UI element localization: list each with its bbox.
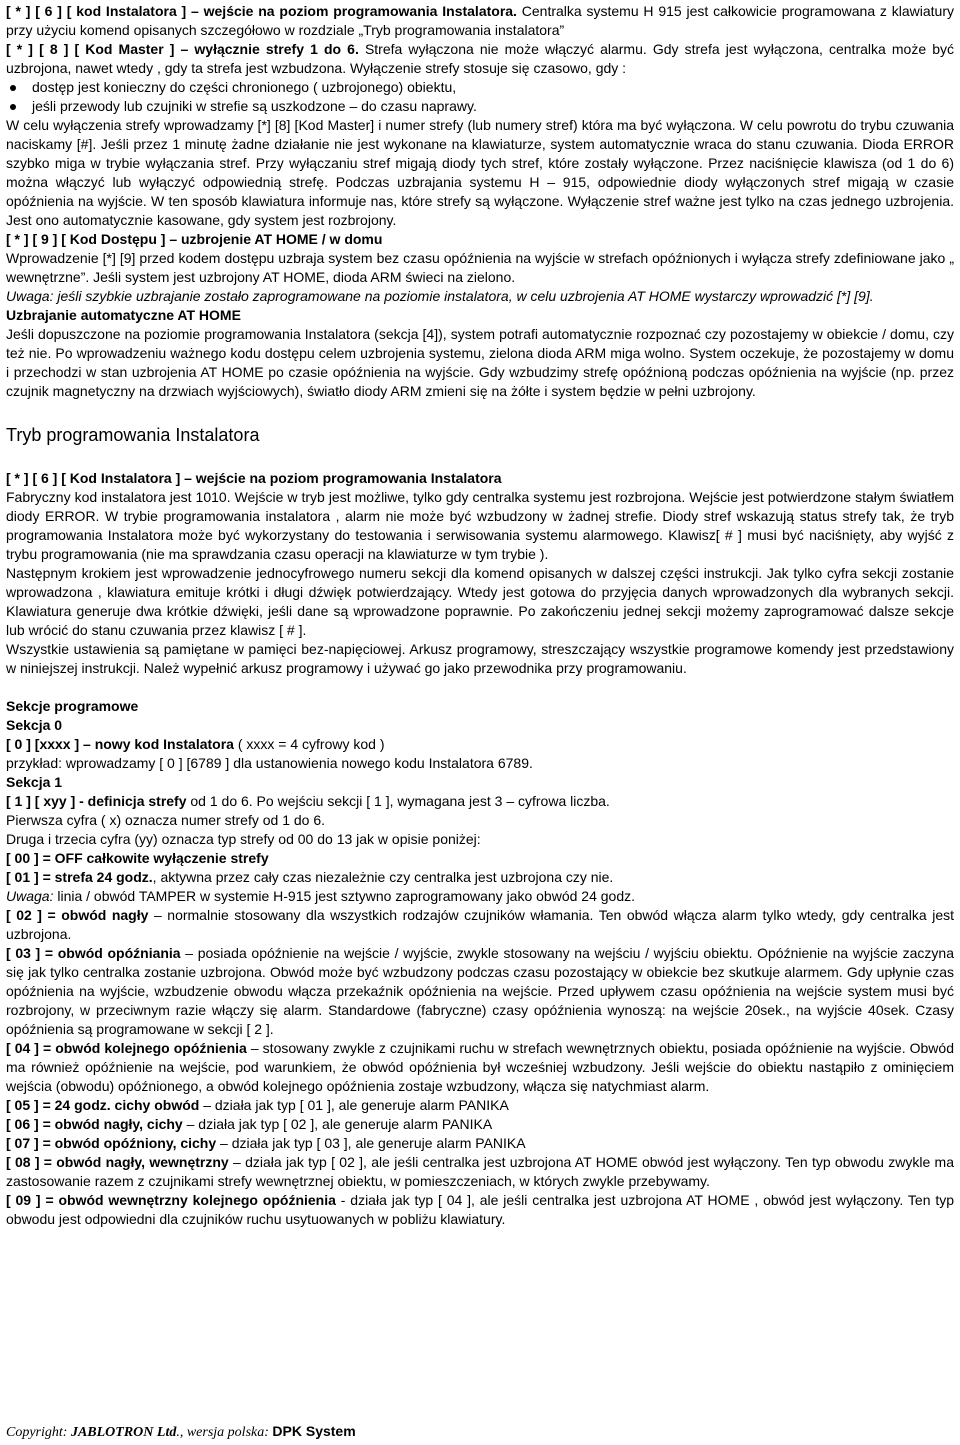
zone-type-desc: – działa jak typ [ 02 ], ale jeśli centralka jest uzbrojona AT HOME obwód jest wyłączony. Ten typ obwodu zwykle ma zastosowanie razem z czujnikami strefy wewnętrznej obiektu, w pomieszczeniach, w których zwykle przebywamy.: [6, 1154, 954, 1189]
company-name: JABLOTRON Ltd: [70, 1425, 177, 1440]
list-item: dostęp jest konieczny do części chronionego ( uzbrojonego) obiektu,: [6, 78, 954, 97]
footer-text: ., wersja polska:: [176, 1425, 273, 1440]
section-1-line-3: Druga i trzecia cyfra (yy) oznacza typ strefy od 00 do 13 jak w opisie poniżej:: [6, 831, 481, 847]
paragraph-installer-2: Następnym krokiem jest wprowadzenie jednocyfrowego numeru sekcji dla komend opisanych w dalszej części instrukcji. Jak tylko cyfra sekcji zostanie wprowadzona , klawiatura emituje krótki i długi dźwięk potwierdzający. Wtedy jest gotowa do przyjęcia danych wprowadzonych dla wybranych sekcji. Klawiatura generuje dwa krótkie dźwięki, jeśli dane są wprowadzone poprawnie. Po zakończeniu jednej sekcji możemy zaprogramować dalsze sekcje lub wrócić do stanu czuwania przez klawisz [ # ].: [6, 565, 954, 638]
zone-type-desc: – stosowany zwykle z czujnikami ruchu w strefach wewnętrznych obiektu, posiada opóźnienie na wyjście. Obwód ma również opóźnienie na wejście, pod warunkiem, że obwód opóźnienia był wcześniej wzbudzony. Jeśli wejście do obiektu nastąpiło z ominięciem wejścia (obwodu) opóźnionego, a obwód kolejnego opóźnienia zostaje wzbudzony, włącza się natychmiast alarm.: [6, 1040, 954, 1094]
zone-type-09: [6, 1191, 954, 1229]
command-desc: od 1 do 6. Po wejściu sekcji [ 1 ], wymagana jest 3 – cyfrowa liczba.: [186, 793, 610, 809]
section-1-command: [6, 792, 954, 811]
command-heading-installer: [ * ] [ 6 ] [ Kod Instalatora ] – wejście na poziom programowania Instalatora: [6, 470, 502, 486]
list-item: jeśli przewody lub czujniki w strefie są uszkodzone – do czasu naprawy.: [6, 97, 954, 116]
paragraph-text: Strefa wyłączona nie może włączyć alarmu. Gdy strefa jest wyłączona, centralka może być uzbrojona, nawet wtedy , gdy ta strefa jest wzbudzona. Wyłączenie strefy stosuje się czasowo, gdy :: [6, 41, 954, 76]
copyright-label: Copyright:: [6, 1425, 71, 1440]
heading-auto-at-home: Uzbrajanie automatyczne AT HOME: [6, 307, 241, 323]
command-code: [ 0 ] [xxxx ] – nowy kod Instalatora: [6, 736, 234, 752]
section-title: Tryb programowania Instalatora: [6, 425, 260, 445]
zone-type-code: [ 09 ] = obwód wewnętrzny kolejnego opóźnienia: [6, 1192, 336, 1208]
zone-type-code: [ 06 ] = obwód nagły, cichy: [6, 1116, 183, 1132]
command-heading-at-home: [ * ] [ 9 ] [ Kod Dostępu ] – uzbrojenie AT HOME / w domu: [6, 231, 383, 247]
bypass-conditions-list: [6, 78, 954, 116]
zone-type-desc: – działa jak typ [ 03 ], ale generuje alarm PANIKA: [216, 1135, 526, 1151]
zone-type-desc: – działa jak typ [ 02 ], ale generuje alarm PANIKA: [182, 1116, 493, 1132]
zone-type-code: [ 03 ] = obwód opóźniania: [6, 945, 181, 961]
zone-type-01: [6, 868, 954, 887]
zone-type-05: [6, 1096, 954, 1115]
zone-type-07: [6, 1134, 954, 1153]
zone-type-desc: – normalnie stosowany dla wszystkich rodzajów czujników włamania. Ten obwód włącza alarm tylko wtedy, gdy centralka jest uzbrojona.: [6, 907, 954, 942]
heading-section-1: Sekcja 1: [6, 774, 63, 790]
zone-type-desc: - działa jak typ [ 04 ], ale jeśli centralka jest uzbrojona AT HOME , obwód jest wyłączony. Ten typ obwodu jest odpowiedni dla czujników ruchu usytuowanych w pobliżu klawiatury.: [6, 1192, 954, 1227]
section-1-line-2: Pierwsza cyfra ( x) oznacza numer strefy od 1 do 6.: [6, 812, 326, 828]
note-quick-arming: Uwaga: jeśli szybkie uzbrajanie zostało zaprogramowane na poziomie instalatora, w celu uzbrojenia AT HOME wystarczy wprowadzić [*] [9].: [6, 288, 874, 304]
paragraph-at-home: Wprowadzenie [*] [9] przed kodem dostępu uzbraja system bez czasu opóźnienia na wyjście w strefach opóźnionych i wyłącza strefy zdefiniowane jako „ wewnętrzne”. Jeśli system jest uzbrojony AT HOME, dioda ARM świeci na zielono.: [6, 250, 954, 285]
spacer: [6, 678, 954, 697]
paragraph-auto-at-home: Jeśli dopuszczone na poziomie programowania Instalatora (sekcja [4]), system potrafi automatycznie rozpoznać czy pozostajemy w obiekcie / domu, czy też nie. Po wprowadzeniu ważnego kodu dostępu celem uzbrojenia systemu, zielona dioda ARM miga wolno. System oczekuje, że pozostajemy w domu i przechodzi w stan uzbrojenia AT HOME po czasie opóźnienia na wyjście. Gdy wzbudzimy strefę opóźnioną podczas opóźnienia na wyjście (np. przez czujnik magnetyczny na drzwiach wyjściowych), światło diody ARM zmieni się na żółte i system będzie w pełni uzbrojony.: [6, 326, 954, 399]
paragraph-text: Centralka systemu H 915 jest całkowicie programowana z klawiatury przy użyciu komend opisanych szczegółowo w rozdziale „Tryb programowania instalatora”: [6, 3, 954, 38]
zone-type-04: [6, 1039, 954, 1096]
zone-type-code: [ 01 ] = strefa 24 godz.: [6, 869, 153, 885]
page-footer: [6, 1422, 356, 1442]
section-0-example: przykład: wprowadzamy [ 0 ] [6789 ] dla ustanowienia nowego kodu Instalatora 6789.: [6, 755, 533, 771]
zone-type-code: [ 04 ] = obwód kolejnego opóźnienia: [6, 1040, 247, 1056]
paragraph-installer-entry: [6, 2, 954, 40]
heading-section-0: Sekcja 0: [6, 717, 63, 733]
zone-type-code: [ 02 ] = obwód nagły: [6, 907, 149, 923]
command-heading: [ * ] [ 6 ] [ kod Instalatora ] – wejście na poziom programowania Instalatora.: [6, 3, 517, 19]
note-label: Uwaga:: [6, 888, 54, 904]
document-page: [6, 2, 954, 1229]
note-text: linia / obwód TAMPER w systemie H-915 jest sztywno zaprogramowany jako obwód 24 godz.: [53, 888, 635, 904]
command-heading: [ * ] [ 8 ] [ Kod Master ] – wyłącznie strefy 1 do 6.: [6, 41, 359, 57]
zone-type-desc: – działa jak typ [ 01 ], ale generuje alarm PANIKA: [199, 1097, 509, 1113]
command-code: [ 1 ] [ xyy ] - definicja strefy: [6, 793, 187, 809]
zone-type-code: [ 08 ] = obwód nagły, wewnętrzny: [6, 1154, 229, 1170]
section-0-command: [6, 735, 954, 754]
brand-name: DPK System: [272, 1423, 356, 1439]
zone-type-desc: – posiada opóźnienie na wejście / wyjście, zwykle stosowany na wejściu / wyjściu obiektu. Opóźnienie na wyjście zaczyna się jak tylko centralka zostanie uzbrojona. Obwód może być wzbudzony podczas czasu pozostający w obiekcie bez skutkuje alarmem. Gdy upłynie czas opóźnienia na wyjście, wzbudzenie obwodu włącza przekaźnik opóźnienia na wejście. Przed upływem czasu opóźnienia na wejście system musi być rozbrojony, w przeciwnym razie włączy się alarm. Standardowe (fabryczne) czasy opóźnienia wynoszą: na wejście 20sek., na wyjście 40sek. Czasy opóźnienia są programowane w sekcji [ 2 ].: [6, 945, 954, 1037]
zone-type-03: [6, 944, 954, 1039]
paragraph-installer-1: Fabryczny kod instalatora jest 1010. Wejście w tryb jest możliwe, tylko gdy centralka systemu jest rozbrojona. Wejście jest potwierdzone stałym światłem diody ERROR. W trybie programowania instalatora , alarm nie może być wzbudzony w żadnej strefie. Diody stref wskazują status strefy tak, że tryb programowania Instalatora może być wykorzystany do testowania i serwisowania systemu alarmowego. Klawisz[ # ] musi być naciśnięty, aby wyjść z trybu programowania (nie ma sprawdzania czasu operacji na klawiaturze w tym trybie ).: [6, 489, 954, 562]
paragraph-zone-bypass: [6, 40, 954, 78]
zone-type-08: [6, 1153, 954, 1191]
zone-type-code: [ 05 ] = 24 godz. cichy obwód: [6, 1097, 200, 1113]
tamper-note: [6, 887, 954, 906]
zone-type-desc: , aktywna przez cały czas niezależnie czy centralka jest uzbrojona czy nie.: [152, 869, 614, 885]
heading-program-sections: Sekcje programowe: [6, 698, 139, 714]
command-desc: ( xxxx = 4 cyfrowy kod ): [233, 736, 385, 752]
paragraph-installer-3: Wszystkie ustawienia są pamiętane w pamięci bez-napięciowej. Arkusz programowy, streszczający wszystkie programowe komendy jest przedstawiony w niniejszej instrukcji. Należ wypełnić arkusz programowy i używać go jako przewodnika przy programowaniu.: [6, 641, 954, 676]
zone-type-06: [6, 1115, 954, 1134]
paragraph-bypass-procedure: W celu wyłączenia strefy wprowadzamy [*] [8] [Kod Master] i numer strefy (lub numery stref) która ma być wyłączona. W celu powrotu do trybu czuwania naciskamy [#]. Jeśli przez 1 minutę żadne działanie nie jest wykonane na klawiaturze, system automatycznie wraca do stanu czuwania. Dioda ERROR szybko miga w trybie wyłączania stref. Przy wyłączaniu stref migają diody tych stref, które zostały wyłączone. Przez naciśnięcie klawisza (od 1 do 6) można włączyć lub wyłączyć odpowiednią strefę. Podczas uzbrajania systemu H – 915, odpowiednie diody wyłączonych stref migają w czasie opóźnienia na wyjście. W ten sposób klawiatura informuje nas, które strefy są wyłączone. Wyłączenie stref ważne jest tylko na czas jednego uzbrojenia. Jest ono automatycznie kasowane, gdy system jest rozbrojony.: [6, 117, 954, 228]
zone-type-02: [6, 906, 954, 944]
zone-type-00: [ 00 ] = OFF całkowite wyłączenie strefy: [6, 850, 269, 866]
zone-type-code: [ 07 ] = obwód opóźniony, cichy: [6, 1135, 217, 1151]
